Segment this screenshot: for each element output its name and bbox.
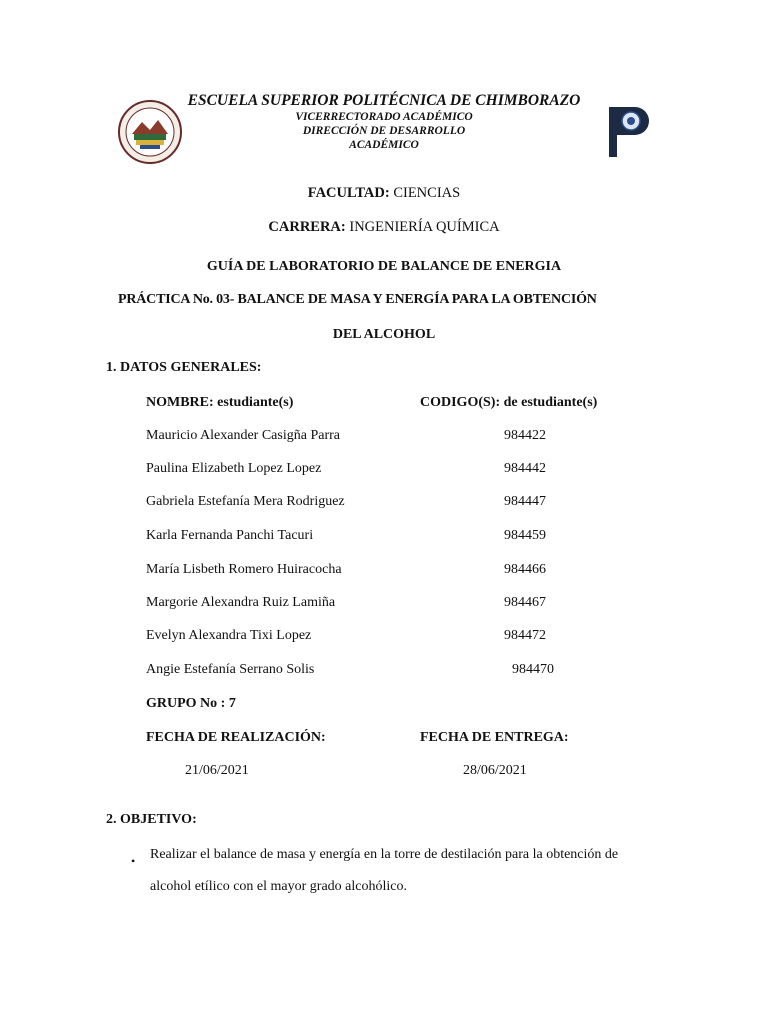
student-code: 984472: [504, 628, 546, 643]
header-line-vicerrectorado: VICERRECTORADO ACADÉMICO: [295, 111, 473, 123]
student-code: 984466: [504, 562, 546, 577]
student-name: Margorie Alexandra Ruiz Lamiña: [146, 595, 336, 610]
career-value: INGENIERÍA QUÍMICA: [349, 219, 500, 235]
student-code: 984470: [512, 662, 554, 677]
practice-title-line2: DEL ALCOHOL: [332, 327, 436, 342]
student-name: María Lisbeth Romero Huiracocha: [146, 562, 342, 577]
objective-text-line2: alcohol etílico con el mayor grado alcohólico.: [150, 879, 407, 894]
name-column-header: NOMBRE: estudiante(s): [146, 395, 294, 410]
student-code: 984459: [504, 528, 546, 543]
student-code: 984422: [504, 428, 546, 443]
faculty-value: CIENCIAS: [393, 185, 461, 201]
student-name: Karla Fernanda Panchi Tacuri: [146, 528, 314, 543]
student-name: Gabriela Estefanía Mera Rodriguez: [146, 494, 345, 509]
career-label: CARRERA:: [268, 219, 346, 235]
section-heading-objective: 2. OBJETIVO:: [106, 812, 197, 827]
student-name: Evelyn Alexandra Tixi Lopez: [146, 628, 312, 643]
group-number: GRUPO No : 7: [146, 696, 236, 711]
practice-title-line1: PRÁCTICA No. 03- BALANCE DE MASA Y ENERGÍA PARA LA OBTENCIÓN: [118, 292, 597, 307]
institution-title: ESCUELA SUPERIOR POLITÉCNICA DE CHIMBORAZO: [187, 92, 581, 109]
guide-title: GUÍA DE LABORATORIO DE BALANCE DE ENERGIA: [206, 259, 562, 274]
student-code: 984467: [504, 595, 546, 610]
section-heading-general-data: 1. DATOS GENERALES:: [106, 360, 262, 375]
faculty-label: FACULTAD:: [307, 185, 390, 201]
code-column-header: CODIGO(S): de estudiante(s): [420, 395, 598, 410]
date-done-label: FECHA DE REALIZACIÓN:: [146, 730, 326, 745]
date-due-label: FECHA DE ENTREGA:: [420, 730, 569, 745]
bullet-icon: •: [131, 854, 136, 868]
student-code: 984447: [504, 494, 546, 509]
date-done-value: 21/06/2021: [185, 763, 249, 778]
objective-text-line1: Realizar el balance de masa y energía en la torre de destilación para la obtención de: [150, 847, 619, 862]
career-line: [0, 219, 768, 236]
student-code: 984442: [504, 461, 546, 476]
faculty-line: [0, 185, 768, 202]
student-name: Paulina Elizabeth Lopez Lopez: [146, 461, 322, 476]
student-name: Angie Estefanía Serrano Solis: [146, 662, 315, 677]
student-name: Mauricio Alexander Casigña Parra: [146, 428, 340, 443]
date-due-value: 28/06/2021: [463, 763, 527, 778]
header-line-direccion: DIRECCIÓN DE DESARROLLO: [302, 125, 466, 137]
header-line-academico: ACADÉMICO: [349, 139, 419, 151]
